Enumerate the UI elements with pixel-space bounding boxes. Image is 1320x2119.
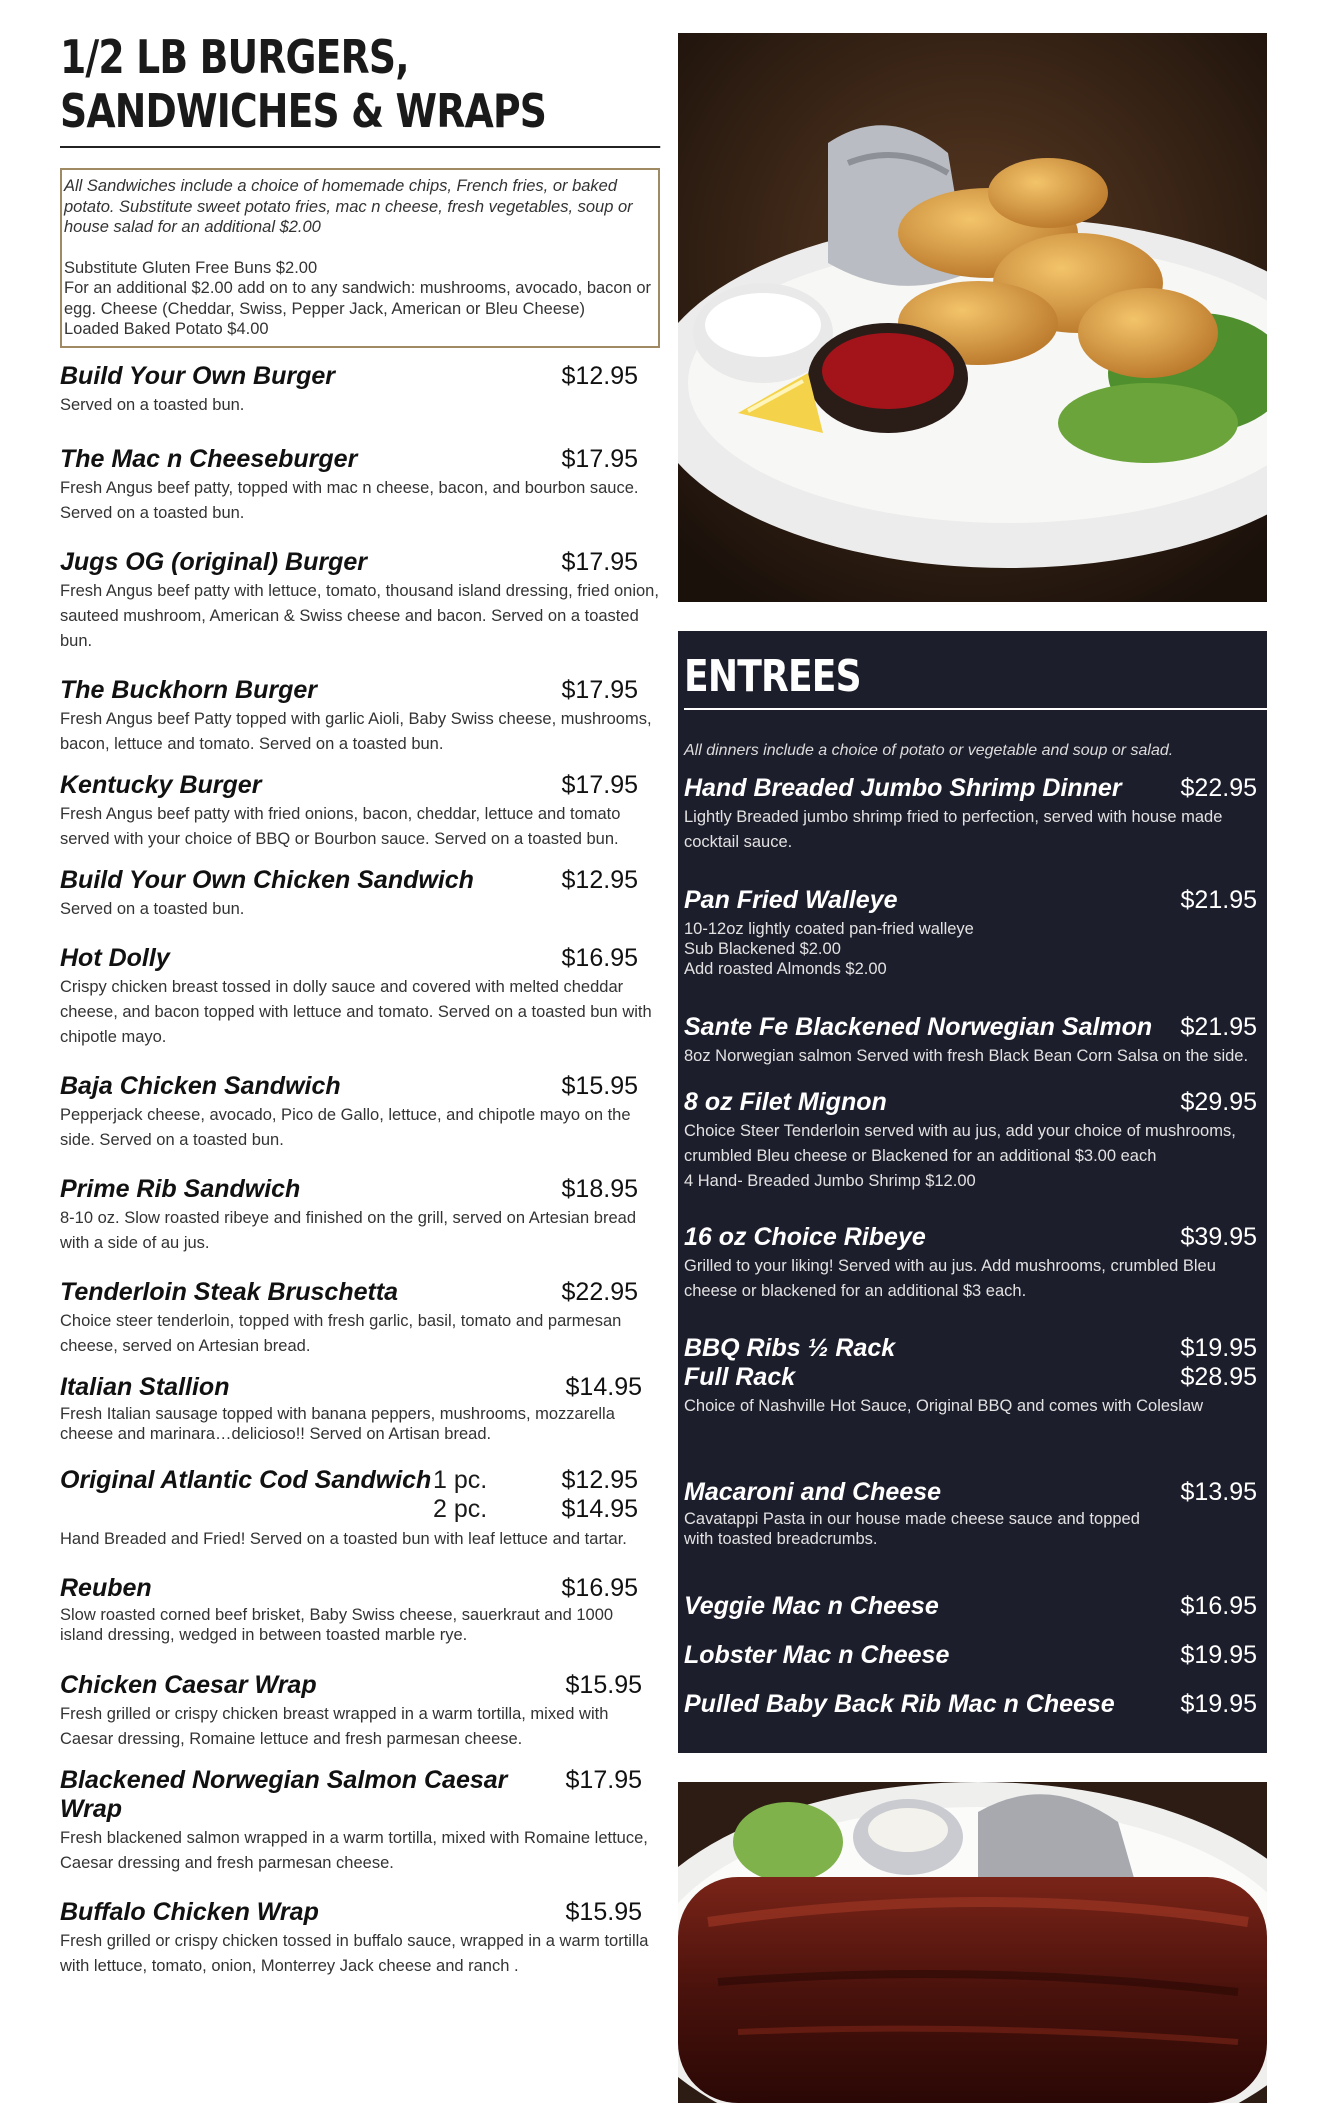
entree-price: $19.95 <box>1180 1334 1257 1362</box>
item-name: Baja Chicken Sandwich <box>60 1071 341 1100</box>
menu-item <box>60 445 660 526</box>
menu-item <box>60 362 660 418</box>
entree-desc: 8oz Norwegian salmon Served with fresh Black Bean Corn Salsa on the side. <box>684 1047 1249 1065</box>
item-price: $17.95 <box>565 1765 642 1794</box>
entree-desc: Lightly Breaded jumbo shrimp fried to perfection, served with house made cocktail sauce. <box>684 808 1223 851</box>
menu-item <box>60 1373 660 1444</box>
menu-item <box>60 1671 660 1752</box>
menu-item <box>60 866 660 922</box>
notice-sides-text: All Sandwiches include a choice of homemade chips, French fries, or baked potato. Substitute sweet potato fries, mac n cheese, fresh vegetables, soup or house salad for an additional $2.00 <box>64 177 633 236</box>
item-price: $16.95 <box>561 1573 638 1602</box>
item-price: $12.95 <box>561 1465 638 1494</box>
entree-item <box>684 1478 1257 1549</box>
item-desc: Served on a toasted bun. <box>60 899 245 918</box>
notice-gluten-free: Substitute Gluten Free Buns $2.00 <box>64 258 318 277</box>
item-name: Chicken Caesar Wrap <box>60 1670 317 1699</box>
item-desc: Fresh blackened salmon wrapped in a warm tortilla, mixed with Romaine lettuce, Caesar dressing and fresh parmesan cheese. <box>60 1828 648 1872</box>
entree-price: $22.95 <box>1180 774 1257 802</box>
item-desc: Pepperjack cheese, avocado, Pico de Gallo, lettuce, and chipotle mayo on the side. Served on a toasted bun. <box>60 1105 631 1149</box>
menu-item <box>60 1766 660 1876</box>
entree-price: $19.95 <box>1180 1641 1257 1669</box>
entree-desc: 10-12oz lightly coated pan-fried walleye <box>684 920 974 938</box>
item-name: Prime Rib Sandwich <box>60 1174 301 1203</box>
item-desc: Slow roasted corned beef brisket, Baby Swiss cheese, sauerkraut and 1000 island dressing, wedged in between toasted marble rye. <box>60 1605 614 1644</box>
entree-name: Full Rack <box>684 1363 796 1391</box>
sandwiches-section <box>60 30 660 1979</box>
item-name: Build Your Own Chicken Sandwich <box>60 865 474 894</box>
entree-price: $13.95 <box>1180 1478 1257 1506</box>
item-desc: Fresh Angus beef patty with fried onions, bacon, cheddar, lettuce and tomato served with your choice of BBQ or Bourbon sauce. Served on a toasted bun. <box>60 804 621 848</box>
entree-item <box>684 1013 1257 1069</box>
item-desc: Crispy chicken breast tossed in dolly sauce and covered with melted cheddar cheese, and bacon topped with lettuce and tomato. Served on a toasted bun with chipotle mayo. <box>60 977 652 1046</box>
item-desc: Fresh grilled or crispy chicken breast wrapped in a warm tortilla, mixed with Caesar dressing, Romaine lettuce and fresh parmesan cheese. <box>60 1704 609 1748</box>
menu-item <box>60 1574 660 1645</box>
entree-desc: Cavatappi Pasta in our house made cheese sauce and topped with toasted breadcrumbs. <box>684 1510 1140 1548</box>
item-price: $17.95 <box>561 675 638 704</box>
entree-price: $29.95 <box>1180 1088 1257 1116</box>
item-name: The Mac n Cheeseburger <box>60 444 358 473</box>
item-price: $12.95 <box>561 865 638 894</box>
entree-item <box>684 886 1257 979</box>
entree-name: Sante Fe Blackened Norwegian Salmon <box>684 1013 1153 1041</box>
cod-option-label: 1 pc. <box>433 1465 488 1494</box>
menu-item <box>60 1175 660 1256</box>
item-name: Italian Stallion <box>60 1372 230 1401</box>
menu-item-cod <box>60 1466 660 1552</box>
menu-item <box>60 1278 660 1359</box>
entree-price: $19.95 <box>1180 1690 1257 1718</box>
item-name: Blackened Norwegian Salmon Caesar Wrap <box>60 1765 508 1823</box>
entree-price: $16.95 <box>1180 1592 1257 1620</box>
item-price: $17.95 <box>561 444 638 473</box>
entree-name: 8 oz Filet Mignon <box>684 1088 887 1116</box>
item-price: $22.95 <box>561 1277 638 1306</box>
notice-loaded-potato: Loaded Baked Potato $4.00 <box>64 320 269 338</box>
entree-name: Pan Fried Walleye <box>684 886 898 914</box>
item-price: $17.95 <box>561 547 638 576</box>
item-desc: Fresh Angus beef patty with lettuce, tomato, thousand island dressing, fried onion, sauteed mushroom, American & Swiss cheese and bacon. Served on a toasted bun. <box>60 581 659 650</box>
shrimp-plate-illustration <box>678 33 1267 602</box>
item-name: Jugs OG (original) Burger <box>60 547 367 576</box>
entree-name: BBQ Ribs ½ Rack <box>684 1334 896 1362</box>
menu-item <box>60 1072 660 1153</box>
entree-item-ribs <box>684 1334 1257 1419</box>
entree-desc: Grilled to your liking! Served with au jus. Add mushrooms, crumbled Bleu cheese or blackened for an additional $3 each. <box>684 1257 1216 1300</box>
entree-desc: Choice of Nashville Hot Sauce, Original BBQ and comes with Coleslaw <box>684 1397 1204 1415</box>
fried-shrimp-photo <box>678 33 1267 602</box>
entrees-title: ENTREES <box>684 651 1267 710</box>
entree-name: 16 oz Choice Ribeye <box>684 1223 926 1251</box>
menu-item <box>60 548 660 654</box>
item-desc: Fresh Italian sausage topped with banana peppers, mushrooms, mozzarella cheese and marinara…delicioso!! Served on Artisan bread. <box>60 1404 615 1443</box>
menu-item <box>60 771 660 852</box>
item-desc: Fresh Angus beef Patty topped with garlic Aioli, Baby Swiss cheese, mushrooms, bacon, lettuce and tomato. Served on a toasted bun. <box>60 709 652 753</box>
item-desc: Hand Breaded and Fried! Served on a toasted bun with leaf lettuce and tartar. <box>60 1529 627 1548</box>
item-price: $12.95 <box>561 361 638 390</box>
entree-item <box>684 1690 1257 1719</box>
menu-item <box>60 944 660 1050</box>
item-price: $16.95 <box>561 943 638 972</box>
menu-item <box>60 676 660 757</box>
entree-name: Veggie Mac n Cheese <box>684 1592 939 1620</box>
entree-item <box>684 1641 1257 1670</box>
item-price: $15.95 <box>565 1897 642 1926</box>
entree-item <box>684 1223 1257 1304</box>
entree-price: $28.95 <box>1180 1363 1257 1391</box>
item-price: $14.95 <box>565 1372 642 1401</box>
item-name: Reuben <box>60 1573 152 1602</box>
entree-desc: Choice Steer Tenderloin served with au jus, add your choice of mushrooms, crumbled Bleu cheese or Blackened for an additional $3.00 each <box>684 1122 1236 1165</box>
entree-price: $21.95 <box>1180 1013 1257 1041</box>
entree-name: Lobster Mac n Cheese <box>684 1641 950 1669</box>
item-name: Original Atlantic Cod Sandwich <box>60 1465 432 1494</box>
item-name: Buffalo Chicken Wrap <box>60 1897 319 1926</box>
item-desc: Choice steer tenderloin, topped with fresh garlic, basil, tomato and parmesan cheese, served on Artesian bread. <box>60 1311 622 1355</box>
entree-item <box>684 1592 1257 1621</box>
item-desc: Served on a toasted bun. <box>60 395 245 414</box>
entree-item <box>684 1088 1257 1194</box>
entree-desc: Sub Blackened $2.00 <box>684 940 841 958</box>
entree-name: Pulled Baby Back Rib Mac n Cheese <box>684 1690 1115 1718</box>
section-title: 1/2 LB BURGERS, SANDWICHES & WRAPS <box>60 30 660 148</box>
entree-name: Macaroni and Cheese <box>684 1478 942 1506</box>
sandwich-notice-box <box>60 168 660 348</box>
item-price: $15.95 <box>565 1670 642 1699</box>
entree-desc: Add roasted Almonds $2.00 <box>684 960 887 978</box>
entree-desc: 4 Hand- Breaded Jumbo Shrimp $12.00 <box>684 1172 976 1190</box>
entree-item <box>684 774 1257 855</box>
item-desc: Fresh grilled or crispy chicken tossed in buffalo sauce, wrapped in a warm tortilla with lettuce, tomato, onion, Monterrey Jack cheese and ranch . <box>60 1931 649 1975</box>
item-desc: 8-10 oz. Slow roasted ribeye and finished on the grill, served on Artesian bread with a side of au jus. <box>60 1208 637 1252</box>
item-price: $14.95 <box>561 1494 638 1523</box>
item-name: Hot Dolly <box>60 943 170 972</box>
entrees-note: All dinners include a choice of potato or vegetable and soup or salad. <box>684 742 1174 759</box>
item-desc: Fresh Angus beef patty, topped with mac n cheese, bacon, and bourbon sauce. Served on a toasted bun. <box>60 478 639 522</box>
item-price: $15.95 <box>561 1071 638 1100</box>
cod-option-label: 2 pc. <box>433 1494 488 1523</box>
ribs-plate-illustration <box>678 1782 1267 2103</box>
item-name: Kentucky Burger <box>60 770 262 799</box>
entree-name: Hand Breaded Jumbo Shrimp Dinner <box>684 774 1122 802</box>
entree-price: $39.95 <box>1180 1223 1257 1251</box>
entrees-section <box>678 631 1267 1753</box>
item-name: The Buckhorn Burger <box>60 675 317 704</box>
notice-addons: For an additional $2.00 add on to any sandwich: mushrooms, avocado, bacon or egg. Cheese (Cheddar, Swiss, Pepper Jack, American or Bleu Cheese) <box>64 279 652 318</box>
menu-item <box>60 1898 660 1979</box>
bbq-ribs-photo <box>678 1782 1267 2103</box>
entree-price: $21.95 <box>1180 886 1257 914</box>
item-name: Tenderloin Steak Bruschetta <box>60 1277 399 1306</box>
item-price: $17.95 <box>561 770 638 799</box>
item-price: $18.95 <box>561 1174 638 1203</box>
item-name: Build Your Own Burger <box>60 361 336 390</box>
